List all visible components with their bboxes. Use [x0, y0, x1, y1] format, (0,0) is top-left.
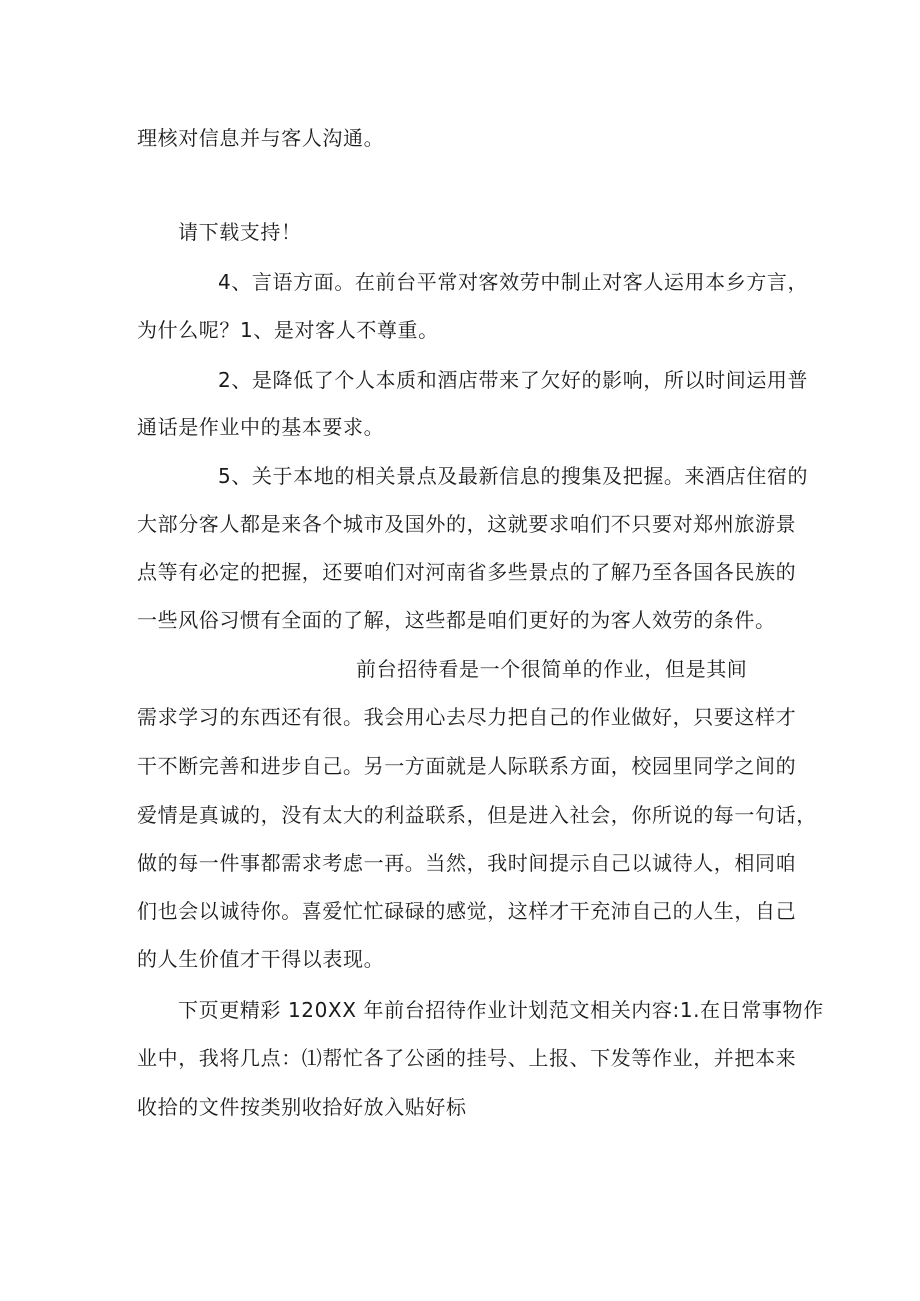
text-line-19: 业中，我将几点：⑴帮忙各了公函的挂号、上报、下发等作业，并把本来 — [137, 1046, 797, 1070]
text-line-9: 点等有必定的把握，还要咱们对河南省多些景点的了解乃至各国各民族的 — [137, 560, 797, 584]
text-line-18: 下页更精彩 120XX 年前台招待作业计划范文相关内容:1.在日常事物作 — [178, 998, 824, 1022]
text-line-12: 需求学习的东西还有很。我会用心去尽力把自己的作业做好，只要这样才 — [137, 705, 797, 729]
text-line-15: 做的每一件事都需求考虑一再。当然，我时间提示自己以诚待人，相同咱 — [137, 851, 797, 875]
text-line-4: 为什么呢？1、是对客人不尊重。 — [137, 318, 439, 342]
text-line-13: 干不断完善和进步自己。另一方面就是人际联系方面，校园里同学之间的 — [137, 754, 797, 778]
text-line-1: 理核对信息并与客人沟通。 — [137, 126, 385, 150]
text-line-14: 爱情是真诚的，没有太大的利益联系，但是进入社会，你所说的每一句话， — [137, 803, 817, 827]
text-line-6: 通话是作业中的基本要求。 — [137, 415, 385, 439]
text-line-20: 收拾的文件按类别收拾好放入贴好标 — [137, 1095, 467, 1119]
text-line-7: 5、关于本地的相关景点及最新信息的搜集及把握。来酒店住宿的 — [218, 464, 809, 488]
text-line-8: 大部分客人都是来各个城市及国外的，这就要求咱们不只要对郑州旅游景 — [137, 512, 797, 536]
text-line-16: 们也会以诚待你。喜爱忙忙碌碌的感觉，这样才干充沛自己的人生，自己 — [137, 899, 797, 923]
text-line-17: 的人生价值才干得以表现。 — [137, 947, 385, 971]
text-line-10: 一些风俗习惯有全面的了解，这些都是咱们更好的为客人效劳的条件。 — [137, 608, 776, 632]
download-support-note: 请下载支持！ — [178, 220, 302, 244]
text-line-11: 前台招待看是一个很简单的作业，但是其间 — [356, 657, 748, 681]
text-line-3: 4、言语方面。在前台平常对客效劳中制止对客人运用本乡方言， — [218, 270, 809, 294]
text-line-5: 2、是降低了个人本质和酒店带来了欠好的影响，所以时间运用普 — [218, 368, 809, 392]
